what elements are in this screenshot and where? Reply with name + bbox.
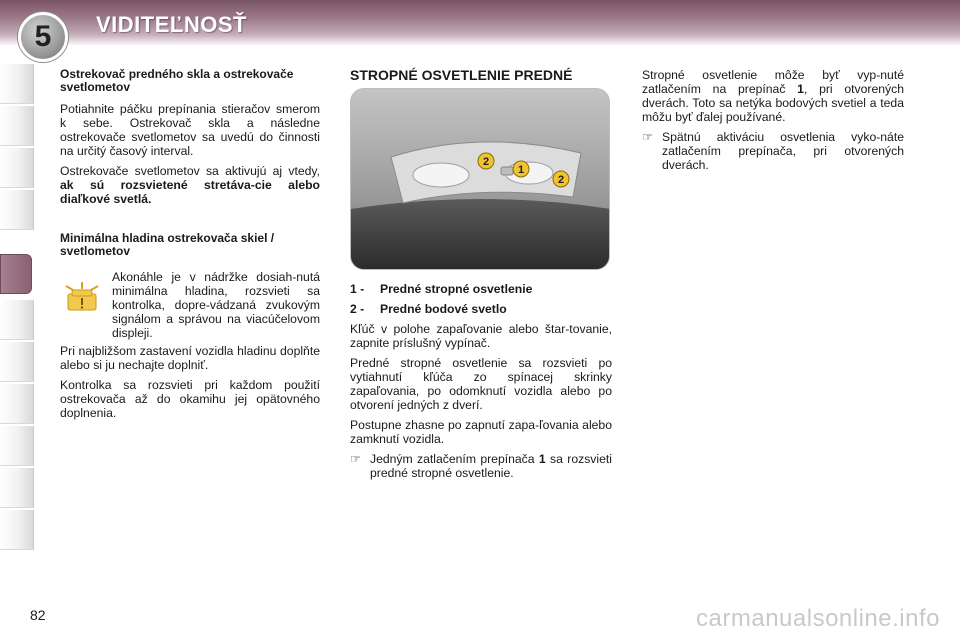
auto-light-paragraph: Predné stropné osvetlenie sa rozsvieti po vytiahnutí kľúča zo spínacej skrinky zapaľovania, po odomknutí vozidla alebo po otvorení jedných z dverí. (350, 356, 612, 412)
photo-label-2b (553, 171, 569, 187)
legend-number: 2 - (350, 302, 365, 316)
washer-paragraph: Potiahnite páčku prepínania stieračov smerom k sebe. Ostrekovač skla a následne ostrekovače svetlometov sa uvedú do činnosti na určitý časový interval. (60, 102, 320, 158)
svg-text:2: 2 (482, 156, 490, 168)
column-ceiling-light (350, 68, 612, 486)
legend-label: Predné stropné osvetlenie (380, 282, 533, 296)
chapter-tab[interactable] (0, 468, 34, 508)
instruction-end: sa rozsvieti predné stropné osvetlenie. (370, 452, 612, 480)
legend-number: 1 - (350, 282, 365, 296)
page-number: 82 (30, 607, 46, 623)
svg-text:2: 2 (557, 174, 565, 186)
washer-headlamp-text: Ostrekovače svetlometov sa aktivujú aj vtedy, (60, 164, 320, 178)
level-paragraph: Akonáhle je v nádržke dosiah-nutá minimálna hladina, rozsvieti sa kontrolka, dopre-vádzaná zvukovým signálom a správou na viacúčelovom displeji. (112, 270, 320, 340)
pointing-hand-icon: ☞ (642, 130, 653, 144)
column-switch-off (642, 68, 904, 178)
switch-off-text-end: , pri otvorených dverách. Toto sa netýka bodových svetiel a teda môžu byť ďalej používané. (642, 82, 904, 124)
instruction-start: Jedným zatlačením prepínača (370, 452, 539, 466)
chapter-tab[interactable] (0, 190, 34, 230)
reactivation-bullet (642, 130, 904, 172)
chapter-tab[interactable] (0, 64, 34, 104)
chapter-number-badge (18, 12, 68, 62)
chapter-tab[interactable] (0, 106, 34, 146)
reactivation-text: Spätnú aktiváciu osvetlenia vyko-náte zatlačením prepínača, pri otvorených dverách. (662, 130, 904, 172)
instruction-text (370, 452, 612, 480)
legend-item-1 (350, 282, 612, 296)
chapter-tab[interactable] (0, 148, 34, 188)
switch-off-text: Stropné osvetlenie môže byť vyp-nuté zatlačením na prepínač (642, 68, 904, 96)
pointing-hand-icon: ☞ (350, 452, 361, 466)
washer-headlamp-paragraph (60, 164, 320, 206)
switch-off-paragraph (642, 68, 904, 124)
washer-heading: Ostrekovač predného skla a ostrekovače svetlometov (60, 67, 294, 94)
section-title: STROPNÉ OSVETLENIE PREDNÉ (350, 67, 573, 83)
level-warning-block (60, 270, 320, 340)
chapter-tab-active[interactable] (0, 254, 32, 294)
watermark: carmanualsonline.info (696, 605, 940, 632)
chapter-tab[interactable] (0, 426, 34, 466)
level-lamp-paragraph: Kontrolka sa rozsvieti pri každom použití ostrekovača až do okamihu jej opätovného doplnenia. (60, 378, 320, 420)
legend-item-2 (350, 302, 612, 316)
chapter-tab[interactable] (0, 510, 34, 550)
level-refill-paragraph: Pri najbližšom zastavení vozidla hladinu doplňte alebo si ju nechajte doplniť. (60, 344, 320, 372)
svg-text:1: 1 (517, 164, 525, 176)
photo-label-1 (513, 161, 529, 177)
instruction-bullet (350, 452, 612, 480)
chapter-title: VIDITEĽNOSŤ (96, 12, 247, 37)
chapter-tabs (0, 64, 38, 576)
chapter-tab[interactable] (0, 342, 34, 382)
ceiling-light-photo (350, 88, 610, 270)
fade-paragraph: Postupne zhasne po zapnutí zapa-ľovania alebo zamknutí vozidla. (350, 418, 612, 446)
legend-label: Predné bodové svetlo (380, 302, 507, 316)
column-washer (60, 68, 320, 426)
instruction-switch-number: 1 (538, 452, 546, 466)
switch-number: 1 (797, 82, 804, 96)
chapter-number: 5 (34, 20, 52, 53)
photo-label-2a (478, 153, 494, 169)
level-heading: Minimálna hladina ostrekovača skiel / svetlometov (60, 231, 275, 258)
washer-fluid-warning-icon (62, 278, 102, 318)
ignition-paragraph: Kľúč v polohe zapaľovanie alebo štar-tovanie, zapnite príslušný vypínač. (350, 322, 612, 350)
washer-headlamp-emphasis: ak sú rozsvietené stretáva-cie alebo diaľkové svetlá. (60, 178, 320, 206)
chapter-tab[interactable] (0, 300, 34, 340)
chapter-tab[interactable] (0, 384, 34, 424)
ceiling-light-illustration (351, 89, 610, 270)
